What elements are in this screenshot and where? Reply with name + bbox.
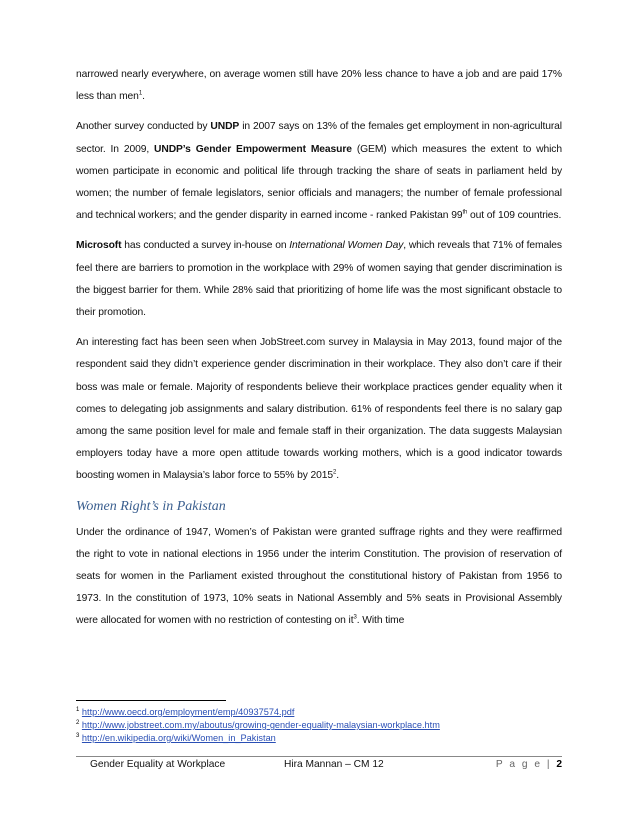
paragraph-1: narrowed nearly everywhere, on average women still have 20% less chance to have a job and are paid 17% less than men$^1$. <box>76 69 562 103</box>
document-body <box>76 64 562 641</box>
paragraph-5: Under the ordinance of 1947, Women’s of Pakistan were granted suffrage rights and they were reaffirmed the right to vote in national elections in 1956 under the interim Constitution. The provision of reservation of seats for women in the Parliament existed throughout the constitutional history of Pakistan from 1956 to 1973. In the constitution of 1973, 10% seats in National Assembly and 5% seats in Provisional Assembly were allocated for women with no restriction of contesting on $it^3$. With time <box>76 526 562 627</box>
footnote-2: $^2$ http://www.jobstreet.com.my/aboutus/growing-gender-equality-malaysian-workplace.htm <box>76 719 440 730</box>
footer-divider <box>76 756 562 757</box>
footnotes <box>76 706 562 745</box>
section-heading: Women Right’s in Pakistan <box>76 498 226 514</box>
footnote-link-2[interactable]: http://www.jobstreet.com.my/aboutus/growing-gender-equality-malaysian-workplace.htm <box>81 720 440 730</box>
footer-title: Gender Equality at Workplace <box>90 759 226 770</box>
footnote-ref-2[interactable]: 2 <box>333 470 337 477</box>
footnote-ref-1[interactable]: 1 <box>138 90 143 97</box>
paragraph-4: An interesting fact has been seen when JobStreet.com survey in Malaysia in May 2013, found major of the respondent said they didn’t experience gender discrimination in their workplace. They also don’t care if their boss was male or female. Majority of respondents believe their workplace practices gender equality when it comes to delegating job assignments and salary distribution. 61% of respondents feel there is no salary gap among the same position level for male and female staff in their organization. The data suggests Malaysian employers today have a more open attitude towards working mothers, which is a good indicator towards boosting women in Malaysia’s labor force to 55% by 2015$^2$. <box>76 337 562 482</box>
footnote-link-3[interactable]: http://en.wikipedia.org/wiki/Women_in_Pakistan <box>81 733 276 743</box>
footnote-3: $^3$ http://en.wikipedia.org/wiki/Women_in_Pakistan <box>76 732 276 743</box>
page-number: P a g e | 2 <box>495 759 562 770</box>
paragraph-3: Microsoft has conducted a survey in-house on International Women Day, which reveals that 71% of females feel there are barriers to promotion in the workplace with 29% of women saying that gender discrimination is the biggest barrier for them. While 28% said that prioritizing of home life was the most significant obstacle to their promotion. <box>76 240 562 319</box>
paragraph-2: Another survey conducted by UNDP in 2007 says on 13% of the females get employment in non-agricultural sector. In 2009, UNDP’s Gender Empowerment Measure (GEM) which measures the extent to which women participate in economic and political life through tracking the share of seats in parliament held by women; the number of female legislators, senior officials and managers; the number of female professional and technical workers; and the gender disparity in earned income - ranked Pakistan 99th out of 109 countries. <box>76 121 562 222</box>
footnote-divider <box>76 700 226 701</box>
footnote-link-1[interactable]: http://www.oecd.org/employment/emp/40937574.pdf <box>81 707 295 717</box>
footnote-1: $^1$ http://www.oecd.org/employment/emp/40937574.pdf <box>76 706 295 717</box>
page-footer <box>76 759 562 775</box>
footer-author: Hira Mannan – CM 12 <box>284 759 384 770</box>
footnote-ref-3[interactable]: 3 <box>353 615 357 622</box>
